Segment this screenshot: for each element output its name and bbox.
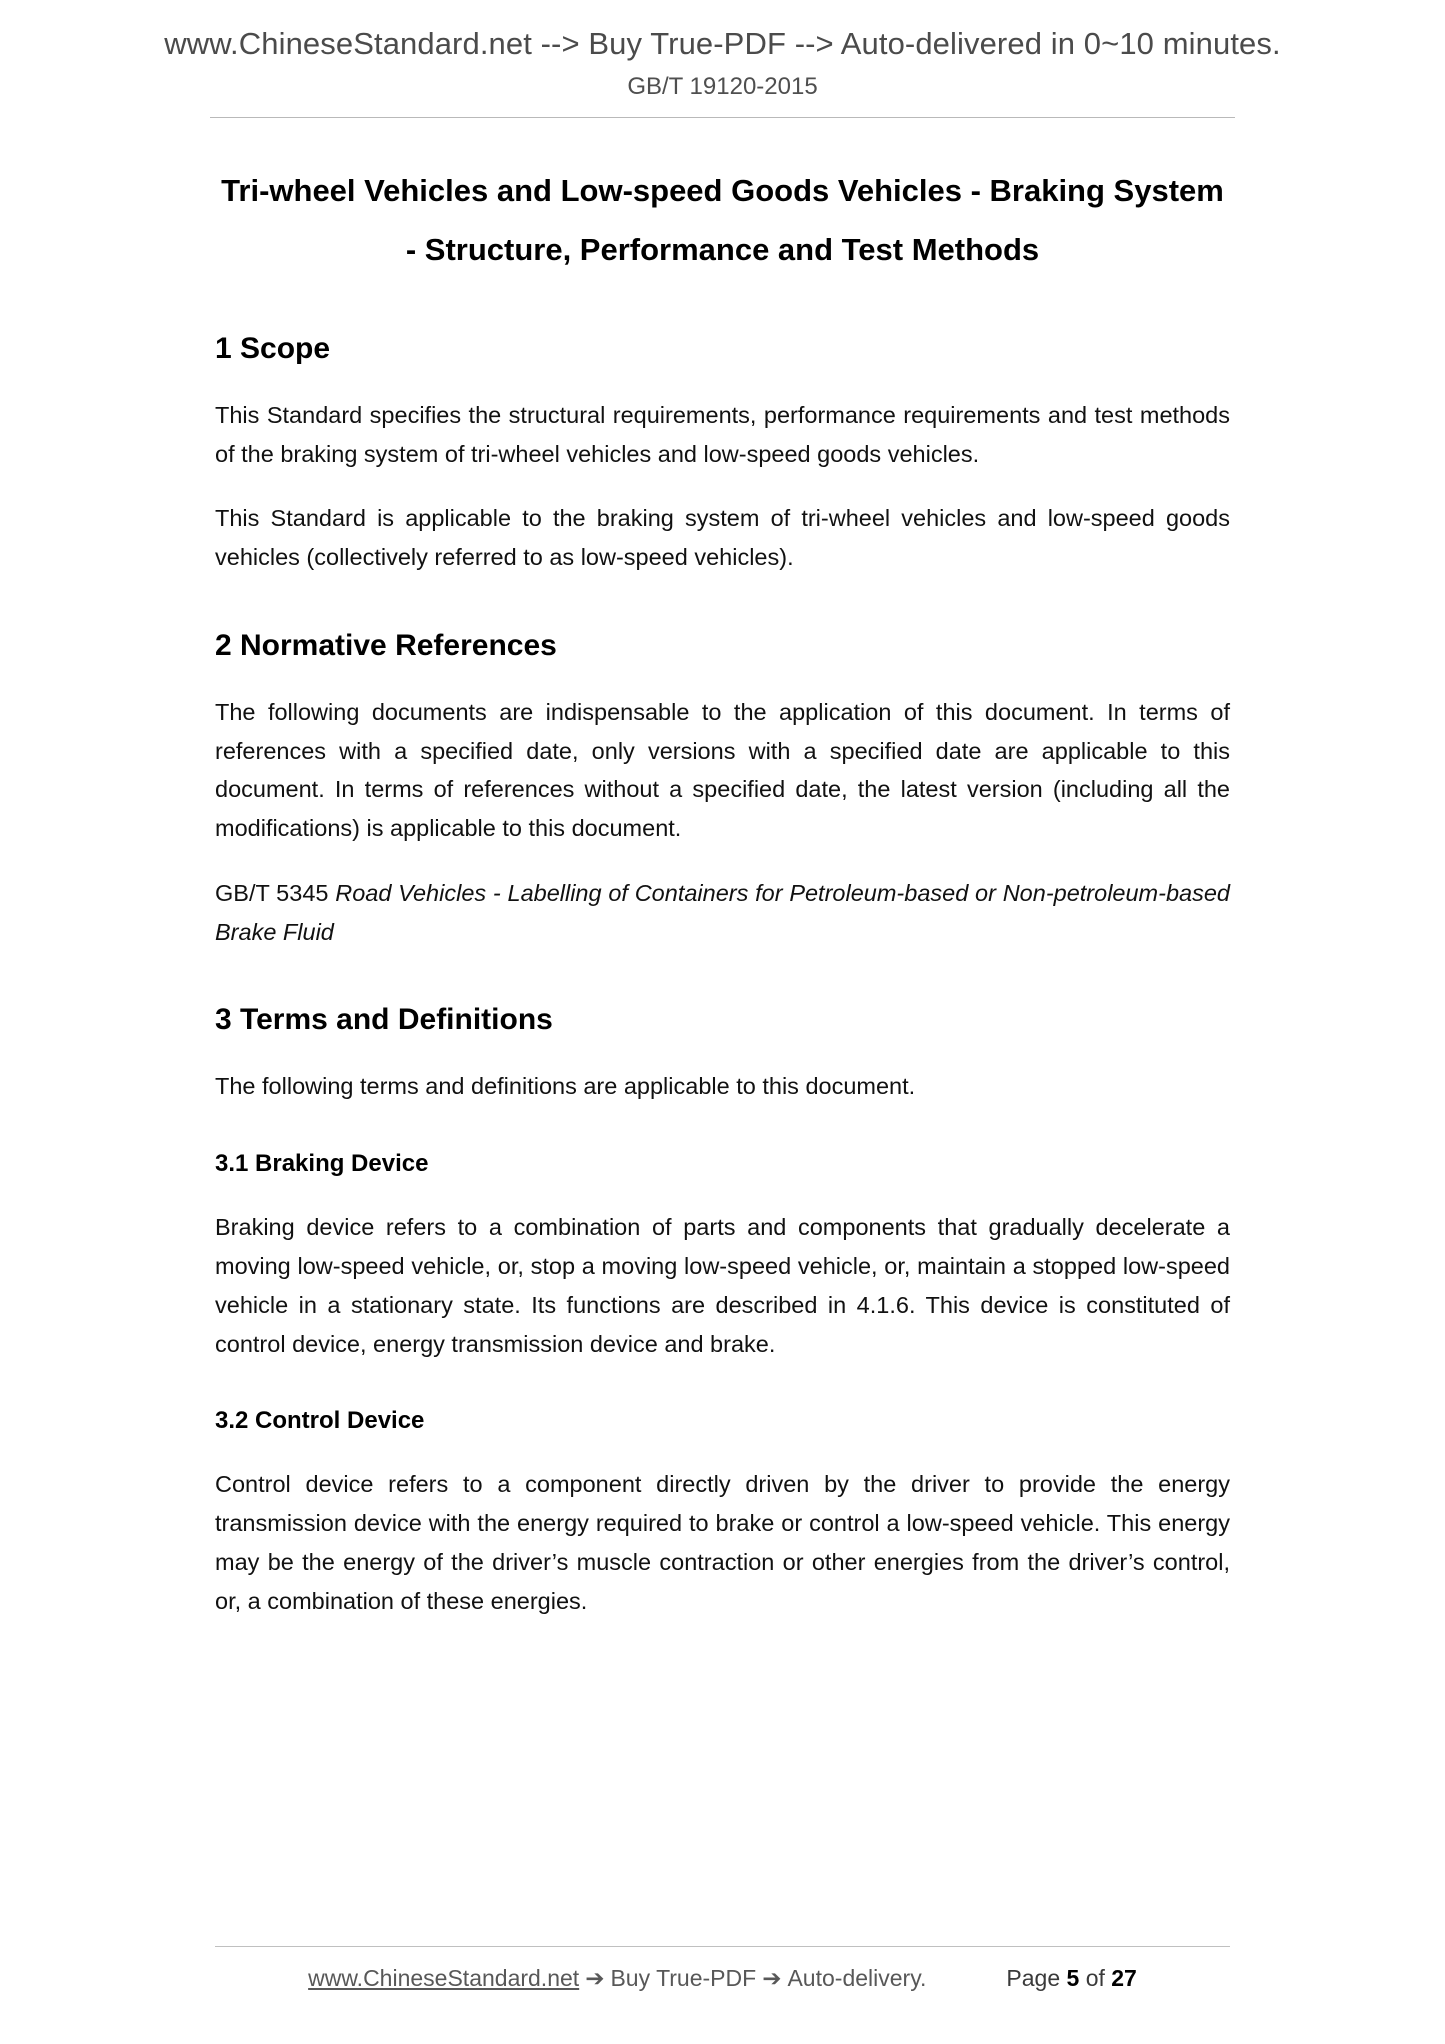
total-page-number: 27 bbox=[1111, 1965, 1137, 1991]
section-heading-normative-references: 2 Normative References bbox=[215, 628, 557, 662]
page-header bbox=[0, 0, 1445, 101]
page-label: Page bbox=[1006, 1965, 1061, 1991]
standard-code: GB/T 19120-2015 bbox=[627, 73, 818, 100]
page-title: Tri-wheel Vehicles and Low-speed Goods Vehicles - Braking System - Structure, Performance and Test Methods bbox=[221, 173, 1224, 267]
paragraph: This Standard specifies the structural requirements, performance requirements and test methods of the braking system of tri-wheel vehicles and low-speed goods vehicles. bbox=[215, 401, 1230, 467]
paragraph: This Standard is applicable to the braking system of tri-wheel vehicles and low-speed goods vehicles (collectively referred to as low-speed vehicles). bbox=[215, 505, 1230, 571]
footer-buy-label: Buy True-PDF bbox=[610, 1965, 757, 1991]
reference-code: GB/T 5345 bbox=[215, 879, 336, 906]
paragraph: Control device refers to a component directly driven by the driver to provide the energy transmission device with the energy required to brake or control a low-speed vehicle. This energy may be the energy of the driver’s muscle contraction or other energies from the driver’s control, or, a combination of these energies. bbox=[215, 1471, 1230, 1614]
arrow-icon: ➔ bbox=[585, 1965, 605, 1991]
subsection-heading-control-device: 3.2 Control Device bbox=[215, 1407, 425, 1435]
header-divider bbox=[210, 117, 1235, 118]
paragraph: Braking device refers to a combination of parts and components that gradually decelerate a moving low-speed vehicle, or, stop a moving low-speed vehicle, or, maintain a stopped low-speed vehicle in a stationary state. Its functions are described in 4.1.6. This device is constituted of control device, energy transmission device and brake. bbox=[215, 1214, 1230, 1357]
footer-site-link[interactable]: www.ChineseStandard.net bbox=[308, 1965, 580, 1991]
paragraph: The following terms and definitions are applicable to this document. bbox=[215, 1073, 916, 1100]
subsection-heading-braking-device: 3.1 Braking Device bbox=[215, 1150, 429, 1178]
document-body bbox=[215, 162, 1230, 1620]
section-heading-terms-and-definitions: 3 Terms and Definitions bbox=[215, 1003, 553, 1037]
promo-banner: www.ChineseStandard.net --> Buy True-PDF --> Auto-delivered in 0~10 minutes. bbox=[164, 26, 1281, 61]
normative-reference-entry bbox=[215, 874, 1230, 952]
footer-delivery-label: Auto-delivery. bbox=[787, 1965, 927, 1991]
reference-title: Road Vehicles - Labelling of Containers for Petroleum-based or Non-petroleum-based Brake Fluid bbox=[215, 879, 1230, 945]
page-number-indicator bbox=[1006, 1965, 1136, 1992]
page-footer bbox=[215, 1946, 1230, 1992]
paragraph: The following documents are indispensable to the application of this document. In terms of references with a specified date, only versions with a specified date are applicable to this document. In terms of references without a specified date, the latest version (including all the modifications) is applicable to this document. bbox=[215, 698, 1230, 842]
arrow-icon: ➔ bbox=[762, 1965, 782, 1991]
current-page-number: 5 bbox=[1066, 1965, 1080, 1991]
of-label: of bbox=[1085, 1965, 1105, 1991]
section-heading-scope: 1 Scope bbox=[215, 331, 331, 365]
footer-divider bbox=[215, 1946, 1230, 1947]
